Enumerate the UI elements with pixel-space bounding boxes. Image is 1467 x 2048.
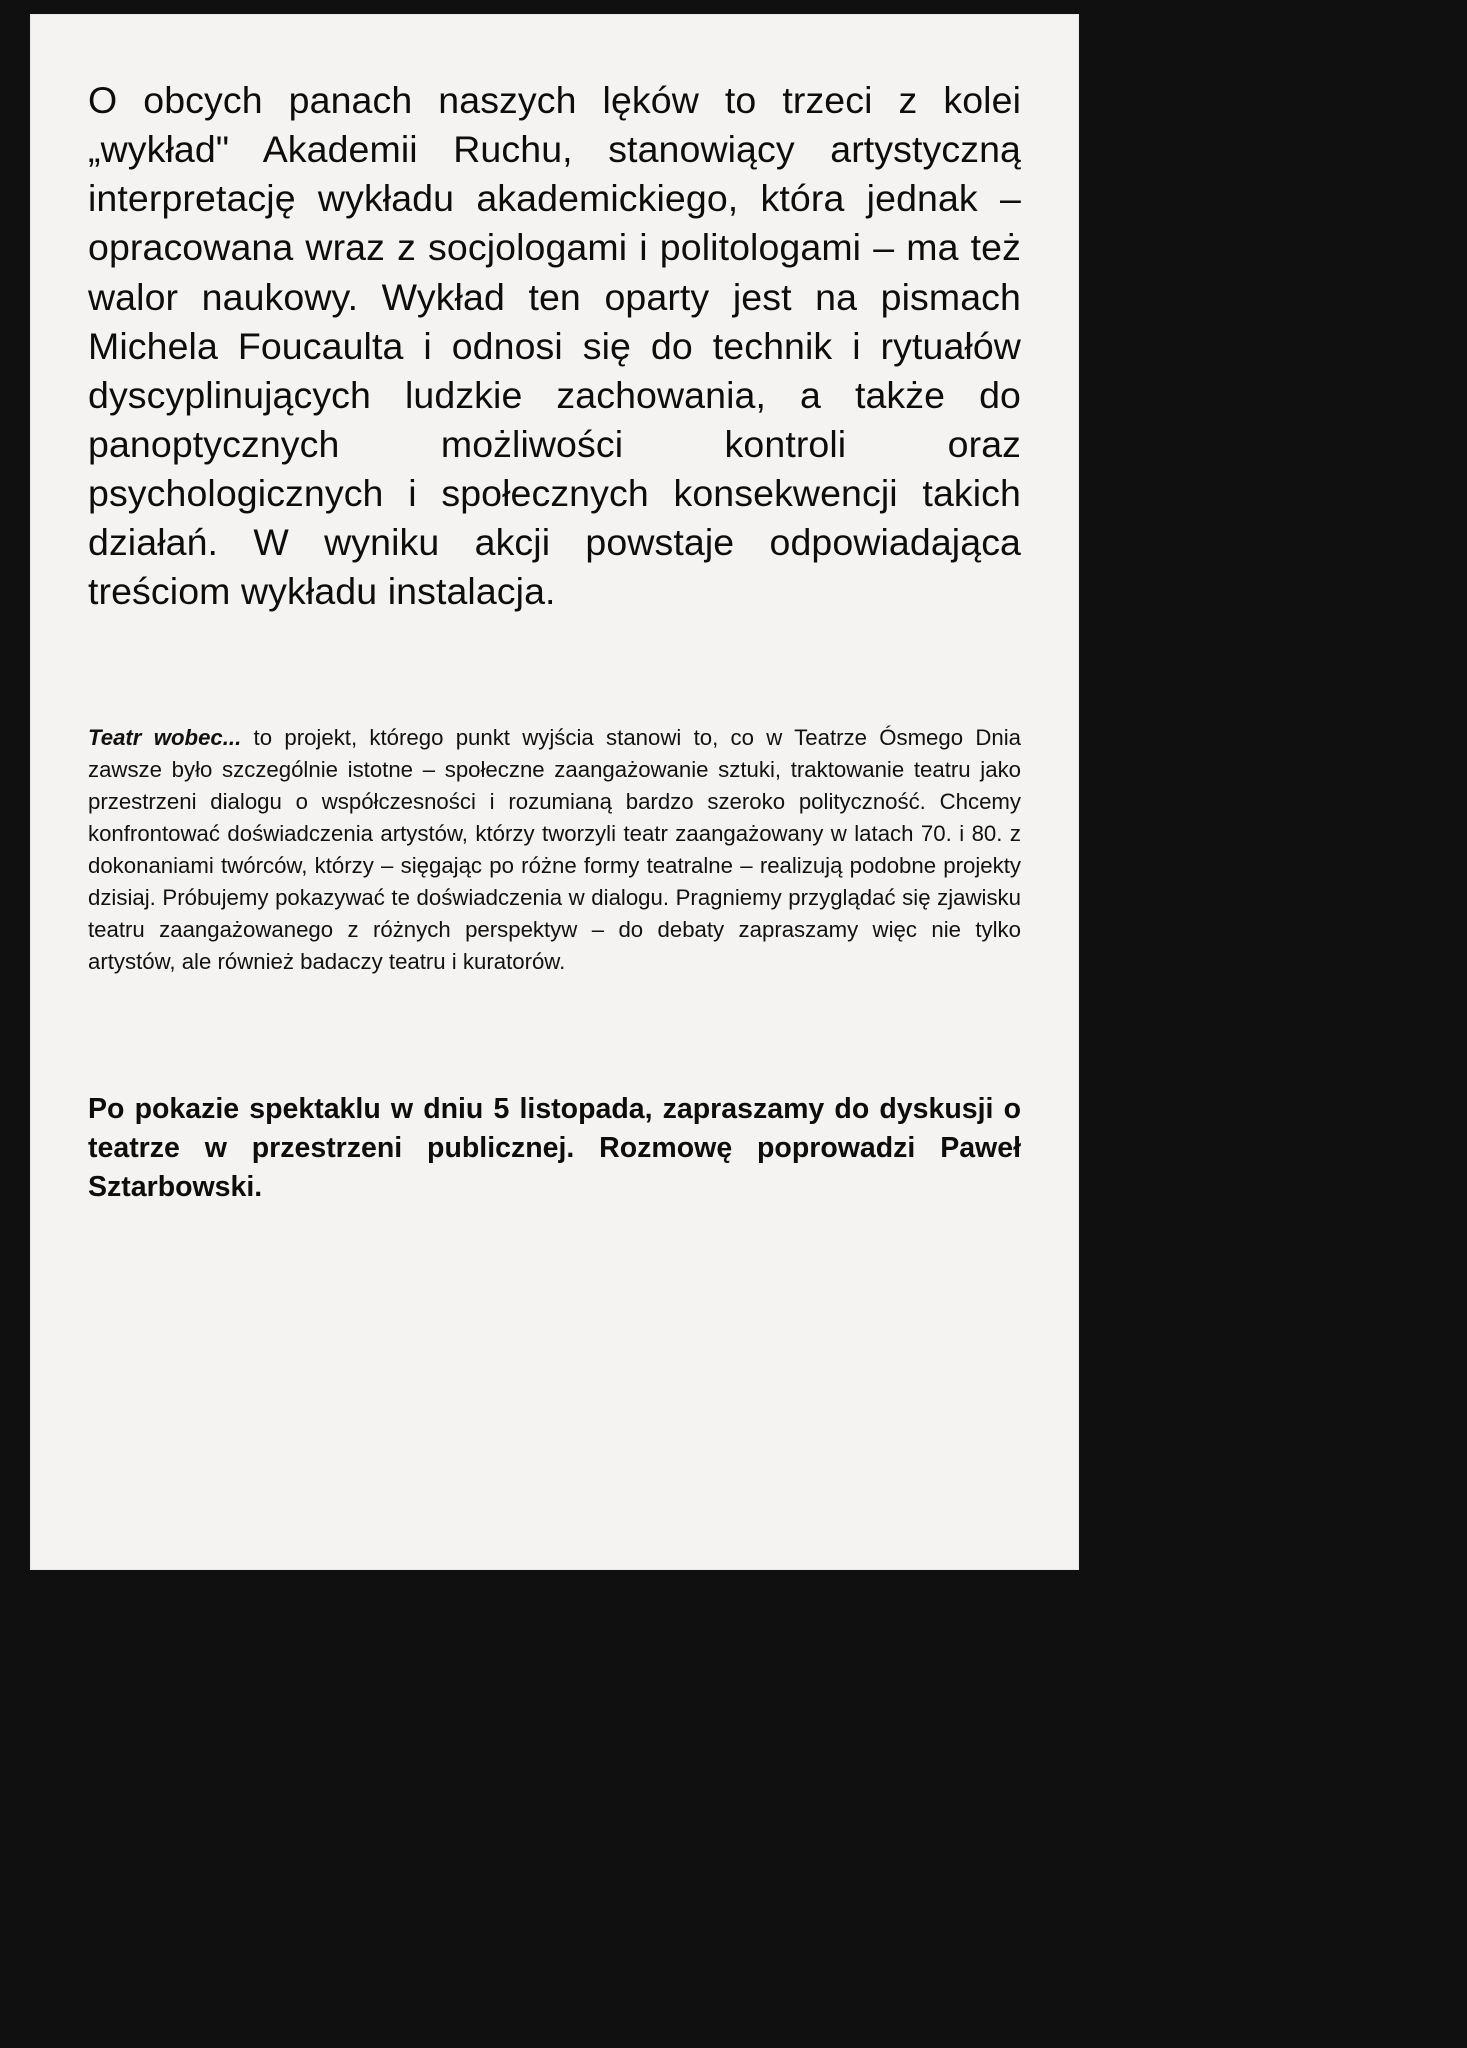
project-description	[88, 722, 1021, 978]
spacer	[88, 978, 1021, 1090]
closing-note: Po pokazie spektaklu w dniu 5 listopada, zapraszamy do dyskusji o teatrze w przestrzeni publicznej. Rozmowę poprowadzi Paweł Sztarbowski.	[88, 1093, 1021, 1203]
intro-paragraph: O obcych panach naszych lęków to trzeci z kolei „wykład" Akademii Ruchu, stanowiący artystyczną interpretację wykładu akademickiego, która jednak – opracowana wraz z socjologami i politologami – ma też walor naukowy. Wykład ten oparty jest na pismach Michela Foucaulta i odnosi się do technik i rytuałów dyscyplinujących ludzkie zachowania, a także do panoptycznych możliwości kontroli oraz psychologicznych i społecznych konsekwencji takich działań. W wyniku akcji powstaje odpowiadająca treściom wykładu instalacja.	[88, 79, 1021, 613]
project-description-lead: Teatr wobec...	[88, 725, 242, 751]
page-content	[88, 76, 1021, 1206]
spacer	[88, 668, 1021, 722]
printed-page	[30, 14, 1079, 1570]
project-description-body: to projekt, którego punkt wyjścia stanowi to, co w Teatrze Ósmego Dnia zawsze było szczególnie istotne – społeczne zaangażowanie sztuki, traktowanie teatru jako przestrzeni dialogu o współczesności i rozumianą bardzo szeroko polityczność. Chcemy konfrontować doświadczenia artystów, którzy tworzyli teatr zaangażowany w latach 70. i 80. z dokonaniami twórców, którzy – sięgając po różne formy teatralne – realizują podobne projekty dzisiaj. Próbujemy pokazywać te doświadczenia w dialogu. Pragniemy przyglądać się zjawisku teatru zaangażowanego z różnych perspektyw – do debaty zapraszamy więc nie tylko artystów, ale również badaczy teatru i kuratorów.	[88, 725, 1021, 975]
